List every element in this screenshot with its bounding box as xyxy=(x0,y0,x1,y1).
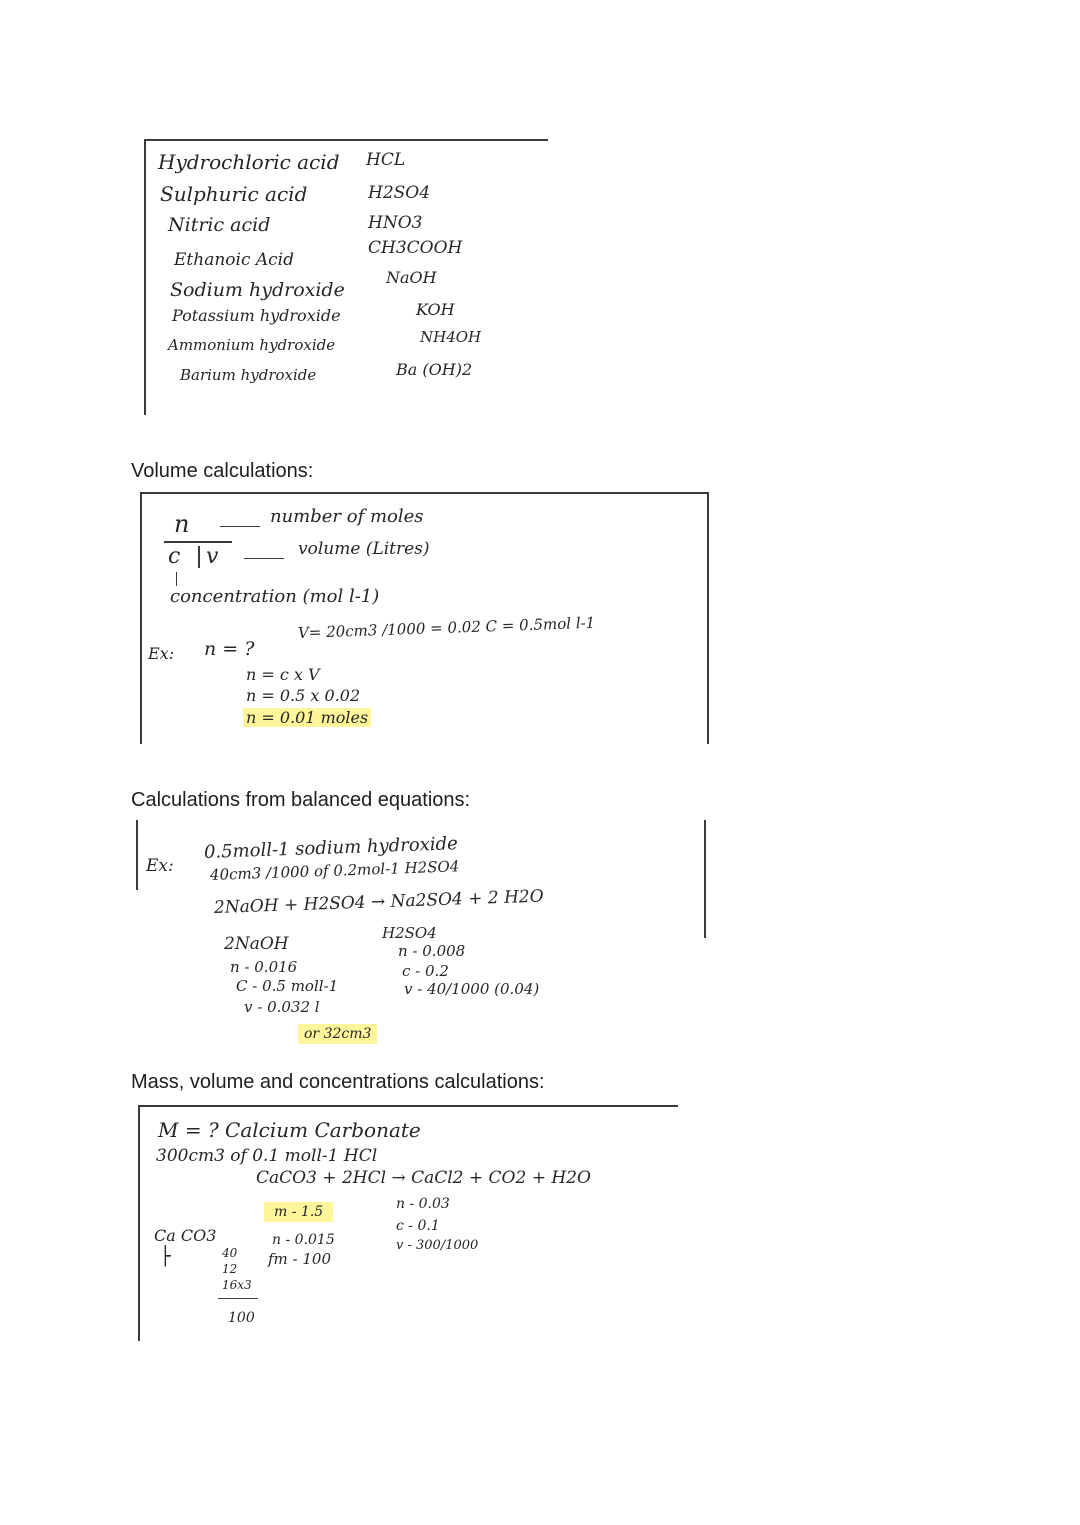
mass-result-highlight: m - 1.5 xyxy=(264,1202,333,1222)
base-formula: NH4OH xyxy=(420,328,482,346)
acid-formula: CH3COOH xyxy=(368,238,463,258)
pointer-line xyxy=(176,572,177,586)
left-result-highlight: or 32cm3 xyxy=(298,1024,377,1044)
base-name: Ammonium hydroxide xyxy=(168,336,336,354)
top-border xyxy=(144,139,548,141)
given-values: V= 20cm3 /1000 = 0.02 C = 0.5mol l-1 xyxy=(297,613,596,642)
right-c: c - 0.2 xyxy=(402,962,449,980)
base-name: Barium hydroxide xyxy=(180,366,317,384)
n-unknown: n = ? xyxy=(204,638,255,660)
base-formula: KOH xyxy=(416,300,455,319)
acid-name: Sulphuric acid xyxy=(160,182,308,206)
acid-name: Nitric acid xyxy=(168,214,271,236)
right-v: v - 300/1000 xyxy=(396,1238,479,1253)
acid-formula: H2SO4 xyxy=(368,183,431,203)
v-label: volume (Litres) xyxy=(298,539,430,559)
sum-ca: 40 xyxy=(222,1246,238,1260)
left-border xyxy=(136,820,138,890)
acid-name: Hydrochloric acid xyxy=(158,150,340,174)
top-border xyxy=(138,1105,678,1107)
step-2: n = 0.5 x 0.02 xyxy=(246,686,361,705)
given-line-1: M = ? Calcium Carbonate xyxy=(158,1118,421,1142)
right-v: v - 40/1000 (0.04) xyxy=(404,980,540,998)
base-formula: NaOH xyxy=(386,268,437,287)
formula-v: v xyxy=(206,544,219,569)
mass-equation: CaCO3 + 2HCl → CaCl2 + CO2 + H2O xyxy=(256,1168,591,1188)
right-n: n - 0.03 xyxy=(396,1196,450,1212)
given-line-2: 40cm3 /1000 of 0.2mol-1 H2SO4 xyxy=(209,857,460,884)
right-border xyxy=(707,492,709,744)
dash xyxy=(244,558,284,559)
left-border xyxy=(138,1105,140,1341)
left-n: n - 0.016 xyxy=(230,958,298,976)
acid-formula: HNO3 xyxy=(368,213,423,233)
c-label: concentration (mol l-1) xyxy=(170,586,380,607)
caco3-label: Ca CO3 xyxy=(154,1226,217,1245)
sum-bracket-icon: ├ xyxy=(160,1246,171,1267)
fraction-bar xyxy=(164,541,232,543)
mass-heading: Mass, volume and concentrations calculations: xyxy=(131,1071,545,1093)
left-column-head: 2NaOH xyxy=(224,934,289,954)
acid-name: Ethanoic Acid xyxy=(174,250,294,270)
moles-mid: n - 0.015 xyxy=(272,1232,335,1248)
formula-n: n xyxy=(174,510,190,538)
sum-total: 100 xyxy=(228,1310,255,1326)
left-border xyxy=(140,492,142,744)
right-border xyxy=(704,820,706,938)
acid-formula: HCL xyxy=(366,150,406,170)
sum-c: 12 xyxy=(222,1262,238,1276)
base-name: Sodium hydroxide xyxy=(170,279,345,301)
n-label: number of moles xyxy=(270,506,424,527)
base-formula: Ba (OH)2 xyxy=(396,360,473,379)
given-line-1: 0.5moll-1 sodium hydroxide xyxy=(203,833,459,863)
right-c: c - 0.1 xyxy=(396,1218,440,1234)
triangle-divider xyxy=(198,546,200,568)
left-border xyxy=(144,139,146,415)
right-column-head: H2SO4 xyxy=(382,924,437,942)
top-border xyxy=(140,492,708,494)
sum-underline xyxy=(218,1298,258,1299)
step-1: n = c x V xyxy=(246,665,320,684)
dash xyxy=(220,526,260,527)
right-n: n - 0.008 xyxy=(398,942,466,960)
sum-o: 16x3 xyxy=(222,1278,252,1292)
given-line-2: 300cm3 of 0.1 moll-1 HCl xyxy=(156,1146,378,1166)
example-label: Ex: xyxy=(148,644,175,663)
balanced-equation: 2NaOH + H2SO4 → Na2SO4 + 2 H2O xyxy=(213,886,544,918)
result-highlight: n = 0.01 moles xyxy=(243,708,371,727)
balanced-heading: Calculations from balanced equations: xyxy=(131,789,471,811)
volume-heading: Volume calculations: xyxy=(131,460,314,482)
formula-mass: fm - 100 xyxy=(268,1250,332,1268)
left-c: C - 0.5 moll-1 xyxy=(236,977,339,995)
left-v: v - 0.032 l xyxy=(244,998,320,1016)
example-label: Ex: xyxy=(146,856,174,876)
formula-c: c xyxy=(168,544,181,569)
base-name: Potassium hydroxide xyxy=(172,306,341,325)
